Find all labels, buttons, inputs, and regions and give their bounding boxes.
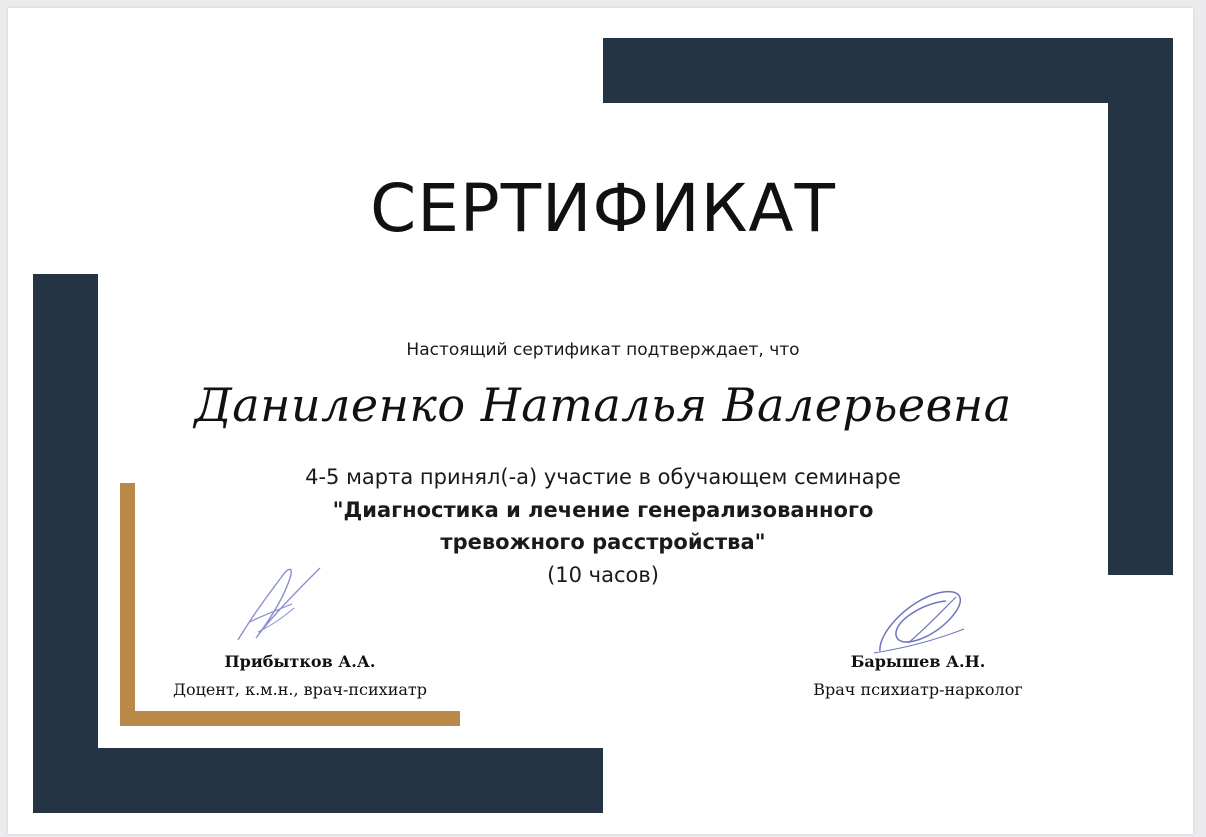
signature-1-image	[228, 560, 338, 655]
signatory-1-role: Доцент, к.м.н., врач-психиатр	[172, 680, 427, 699]
signatory-2-name: Барышев А.Н.	[850, 652, 986, 671]
participation-text: 4-5 марта принял(-а) участие в обучающем семинаре	[305, 465, 901, 489]
course-hours: (10 часов)	[547, 563, 659, 587]
course-title-line-2: тревожного расстройства"	[440, 530, 766, 554]
signatory-1-name: Прибытков А.А.	[224, 652, 376, 671]
signatory-2-role: Врач психиатр-нарколог	[813, 680, 1023, 699]
certificate-subtitle: Настоящий сертификат подтверждает, что	[406, 340, 800, 360]
recipient-name: Даниленко Наталья Валерьевна	[194, 378, 1012, 432]
certificate-title: СЕРТИФИКАТ	[370, 170, 836, 247]
course-title-line-1: "Диагностика и лечение генерализованного	[332, 498, 874, 522]
signature-2-image	[868, 583, 978, 658]
gold-frame-bottom-left-horizontal	[120, 711, 460, 726]
